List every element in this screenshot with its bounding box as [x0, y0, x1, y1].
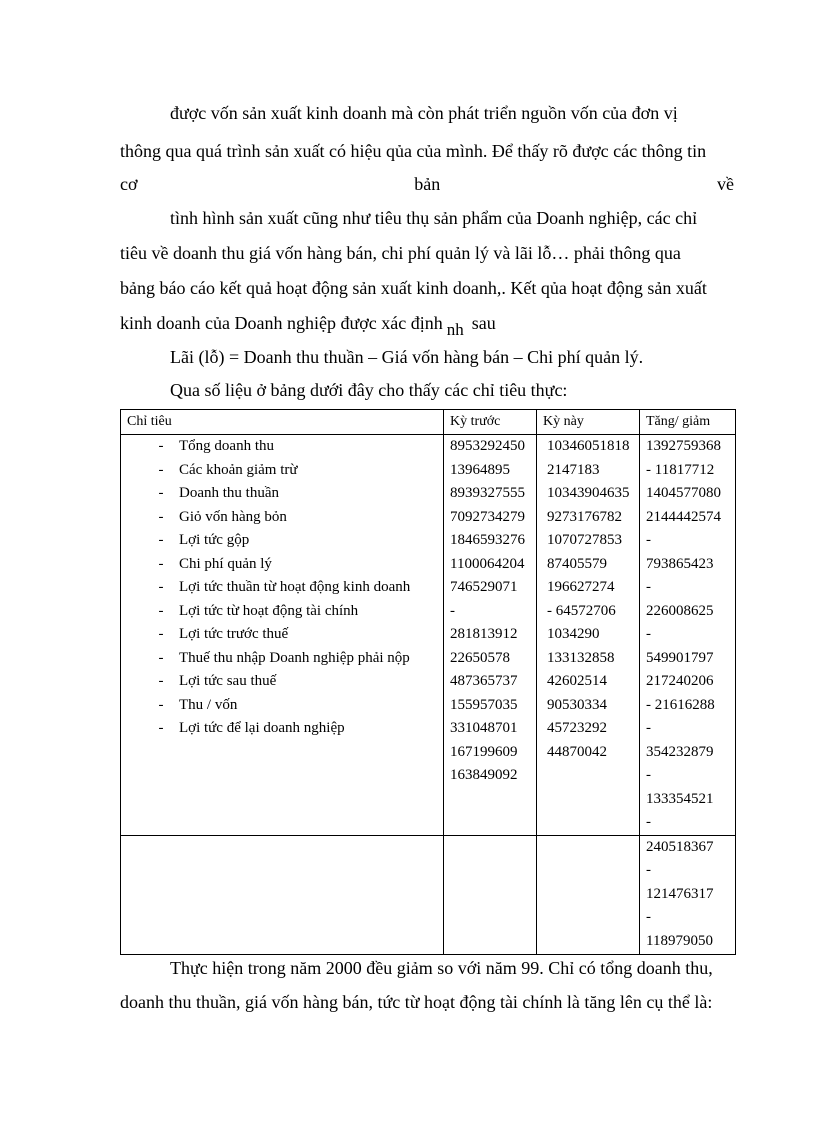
empty-cell	[537, 835, 640, 954]
ky-truoc-value: 331048701	[450, 720, 518, 736]
bullet-dash: -	[158, 461, 164, 478]
header-ky-nay: Kỳ này	[537, 410, 640, 435]
item-label: Các khoản giảm trừ	[179, 461, 298, 478]
bullet-dash: -	[158, 485, 164, 501]
item-label: Thu / vốn	[179, 696, 238, 713]
ky-nay-value: - 64572706	[547, 602, 616, 619]
tang-giam-value: 240518367	[646, 838, 714, 855]
table-item-row	[143, 553, 443, 577]
header-ky-truoc: Kỳ trước	[444, 410, 537, 435]
empty-cell	[121, 835, 444, 954]
ky-nay-cell	[537, 435, 640, 836]
tang-giam-value: - 21616288	[646, 696, 715, 713]
bullet-dash: -	[158, 649, 164, 666]
ky-truoc-value: 167199609	[450, 743, 518, 760]
item-label: Lợi tức sau thuế	[179, 673, 277, 689]
tang-giam-value: 793865423	[646, 555, 714, 572]
ky-nay-value: 133132858	[547, 649, 615, 666]
text-line: tiêu về doanh thu giá vốn hàng bán, chi phí quản lý và lãi lỗ… phải thông qua	[120, 243, 681, 263]
item-label: Lợi tức trước thuế	[179, 626, 289, 642]
tang-giam-value: 133354521	[646, 790, 714, 807]
table-item-row	[143, 717, 443, 741]
item-label: Lợi tức gộp	[179, 532, 250, 548]
ky-nay-value: 1034290	[547, 626, 600, 642]
bullet-dash: -	[158, 438, 164, 454]
tang-giam-continued-cell	[640, 835, 736, 954]
bullet-dash: -	[158, 579, 164, 595]
tang-giam-value: 1404577080	[646, 485, 721, 501]
bullet-dash: -	[158, 532, 164, 548]
empty-cell	[444, 835, 537, 954]
text-fragment: sau	[471, 313, 496, 333]
ky-nay-value: 42602514	[547, 673, 607, 689]
text-line: bảng báo cáo kết quả hoạt động sản xuất kinh doanh,. Kết qủa hoạt động sản xuất	[120, 278, 707, 298]
tang-giam-value: -	[646, 720, 651, 736]
items-cell	[121, 435, 444, 836]
bullet-dash: -	[158, 602, 164, 619]
ky-truoc-value: 22650578	[450, 649, 510, 666]
word: cơ	[120, 174, 138, 194]
ky-truoc-value: 1100064204	[450, 555, 525, 572]
tang-giam-value: -	[646, 767, 651, 783]
word: về	[716, 174, 734, 194]
ky-nay-value: 90530334	[547, 696, 607, 713]
bullet-dash: -	[158, 555, 164, 572]
text-line: được vốn sản xuất kinh doanh mà còn phát triển nguồn vốn của đơn vị	[170, 103, 678, 123]
table-item-row	[143, 435, 443, 459]
text-line: thông qua quá trình sản xuất có hiệu qủa của mình. Để thấy rõ được các thông tin	[120, 141, 707, 161]
table-body-row	[121, 435, 736, 836]
ky-truoc-value: 281813912	[450, 626, 518, 642]
tang-giam-value: 217240206	[646, 673, 714, 689]
table-item-row	[143, 694, 443, 718]
ky-truoc-value: 163849092	[450, 767, 518, 783]
tang-giam-value: -	[646, 814, 651, 830]
text-line-justified	[120, 174, 734, 194]
ky-truoc-value: 13964895	[450, 461, 510, 478]
tang-giam-value: -	[646, 532, 651, 548]
ky-truoc-value: 746529071	[450, 579, 518, 595]
ky-truoc-value: 1846593276	[450, 532, 525, 548]
bullet-dash: -	[158, 696, 164, 713]
text-fragment: kinh doanh của Doanh nghiệp được xác định	[120, 313, 443, 333]
income-table	[120, 409, 736, 955]
ky-truoc-value: 8939327555	[450, 485, 525, 501]
table-item-row	[143, 647, 443, 671]
table-item-row	[143, 459, 443, 483]
bullet-dash: -	[158, 720, 164, 736]
table-item-row	[143, 482, 443, 506]
text-line	[120, 313, 496, 339]
ky-nay-value: 44870042	[547, 743, 607, 760]
item-label: Tổng doanh thu	[179, 438, 274, 454]
table-item-row	[143, 506, 443, 530]
item-label: Lợi tức để lại doanh nghiệp	[179, 720, 345, 736]
table-footer-row	[121, 835, 736, 954]
tang-giam-value: -	[646, 909, 651, 925]
ky-truoc-value: 7092734279	[450, 508, 525, 525]
table-header-row	[121, 410, 736, 435]
bullet-dash: -	[158, 508, 164, 525]
table-item-row	[143, 529, 443, 553]
tang-giam-value: 2144442574	[646, 508, 721, 525]
text-line: doanh thu thuần, giá vốn hàng bán, tức từ hoạt động tài chính là tăng lên cụ thể là:	[120, 992, 713, 1012]
item-label: Chi phí quản lý	[179, 555, 272, 572]
header-tang-giam: Tăng/ giảm	[640, 410, 736, 435]
ky-nay-value: 2147183	[547, 461, 600, 478]
table-item-row	[143, 576, 443, 600]
table-intro: Qua số liệu ở bảng dưới đây cho thấy các chỉ tiêu thực:	[170, 380, 568, 400]
tang-giam-value: 226008625	[646, 602, 714, 619]
item-label: Giỏ vốn hàng bỏn	[179, 508, 287, 525]
tang-giam-cell	[640, 435, 736, 836]
item-label: Lợi tức từ hoạt động tài chính	[179, 602, 359, 619]
tang-giam-value: - 11817712	[646, 461, 715, 478]
word: bản	[414, 174, 441, 194]
table-item-row	[143, 600, 443, 624]
ky-truoc-value: 8953292450	[450, 438, 525, 454]
ky-nay-value: 10346051818	[547, 438, 630, 454]
ky-truoc-value: 155957035	[450, 696, 518, 713]
formula-line: Lãi (lỗ) = Doanh thu thuần – Giá vốn hàng bán – Chi phí quản lý.	[170, 347, 644, 367]
ky-truoc-value: 487365737	[450, 673, 518, 689]
header-chi-tieu: Chỉ tiêu	[121, 410, 444, 435]
ky-nay-value: 9273176782	[547, 508, 622, 525]
bullet-dash: -	[158, 673, 164, 689]
item-label: Doanh thu thuần	[179, 485, 279, 501]
tang-giam-value: -	[646, 579, 651, 595]
tang-giam-value: 1392759368	[646, 438, 721, 454]
table-item-row	[143, 670, 443, 694]
tang-giam-value: -	[646, 862, 651, 878]
ky-nay-value: 10343904635	[547, 485, 630, 501]
item-label: Lợi tức thuần từ hoạt động kinh doanh	[179, 579, 411, 595]
text-fragment-lowered: nh	[446, 320, 464, 339]
item-label: Thuế thu nhập Doanh nghiệp phải nộp	[179, 649, 410, 666]
ky-nay-value: 87405579	[547, 555, 607, 572]
tang-giam-value: 121476317	[646, 885, 714, 902]
text-line: tình hình sản xuất cũng như tiêu thụ sản phẩm của Doanh nghiệp, các chỉ	[170, 208, 698, 228]
tang-giam-value: -	[646, 626, 651, 642]
text-line: Thực hiện trong năm 2000 đều giảm so với năm 99. Chỉ có tổng doanh thu,	[170, 958, 713, 978]
tang-giam-value: 549901797	[646, 649, 714, 666]
table-item-row	[143, 623, 443, 647]
ky-truoc-cell	[444, 435, 537, 836]
ky-nay-value: 45723292	[547, 720, 607, 736]
tang-giam-value: 118979050	[646, 932, 713, 949]
ky-nay-value: 196627274	[547, 579, 615, 595]
ky-truoc-value: -	[450, 602, 455, 619]
ky-nay-value: 1070727853	[547, 532, 622, 548]
bullet-dash: -	[158, 626, 164, 642]
tang-giam-value: 354232879	[646, 743, 714, 760]
